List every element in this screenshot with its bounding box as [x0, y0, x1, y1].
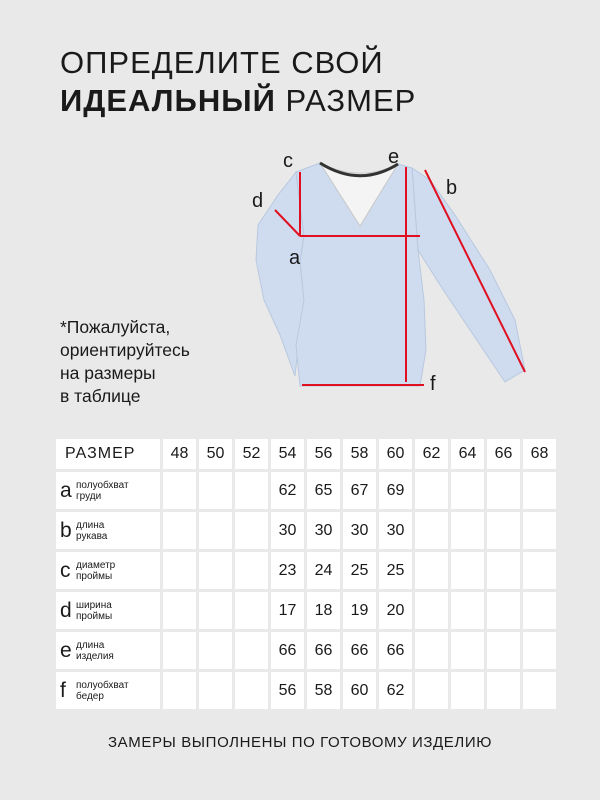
measurement-value: 66: [307, 632, 340, 669]
label-b: b: [446, 177, 458, 199]
note-line: ориентируйтесь: [60, 340, 190, 360]
footer-note: ЗАМЕРЫ ВЫПОЛНЕНЫ ПО ГОТОВОМУ ИЗДЕЛИЮ: [107, 734, 492, 751]
description-line: полуобхват: [76, 479, 129, 491]
label-c: c: [283, 150, 293, 172]
measurement-value: [163, 472, 196, 509]
measurement-row: [56, 472, 556, 509]
title-rest-word: РАЗМЕР: [285, 83, 417, 118]
measurement-value: [451, 632, 484, 669]
description-line: длина: [76, 519, 105, 531]
measurement-value: [487, 552, 520, 589]
measurement-value: [451, 512, 484, 549]
measurement-value: 60: [343, 672, 376, 709]
measurement-value: 56: [271, 672, 304, 709]
measurement-description: [76, 640, 114, 662]
measurement-value: [163, 512, 196, 549]
measurement-letter: d: [60, 598, 72, 622]
measurement-value: [487, 512, 520, 549]
measurement-value: 69: [379, 472, 412, 509]
measurement-label: [56, 632, 160, 669]
measurement-description: [76, 520, 107, 542]
measurement-value: 24: [307, 552, 340, 589]
measurement-label: [56, 472, 160, 509]
title-line-1: ОПРЕДЕЛИТЕ СВОЙ: [60, 45, 384, 80]
garment-diagram: [245, 140, 555, 405]
measurement-value: 62: [271, 472, 304, 509]
description-line: ширина: [76, 599, 112, 611]
measurement-value: 19: [343, 592, 376, 629]
measurement-label: [56, 552, 160, 589]
measurement-value: [523, 472, 556, 509]
measurement-value: [199, 472, 232, 509]
size-column: 52: [235, 439, 268, 469]
measurement-value: [415, 592, 448, 629]
measurement-letter: a: [60, 478, 72, 502]
measurement-value: [523, 592, 556, 629]
measurement-value: [523, 632, 556, 669]
measurement-value: [235, 592, 268, 629]
label-a: a: [289, 247, 301, 269]
measurement-letter: b: [60, 518, 72, 542]
measurement-row: [56, 672, 556, 709]
measurement-value: [487, 632, 520, 669]
label-d: d: [252, 190, 264, 212]
measurement-letter: c: [60, 558, 71, 582]
measurement-value: [451, 672, 484, 709]
description-line: изделия: [76, 650, 114, 662]
measurement-value: 30: [271, 512, 304, 549]
measurement-description: [76, 560, 115, 582]
measurement-row: [56, 552, 556, 589]
measurement-value: 30: [343, 512, 376, 549]
measurement-value: [523, 672, 556, 709]
size-header-label: РАЗМЕР: [56, 439, 160, 469]
measurement-value: 66: [271, 632, 304, 669]
measurement-value: [415, 512, 448, 549]
measurement-description: [76, 680, 129, 702]
measurement-value: 25: [379, 552, 412, 589]
measurement-value: [163, 672, 196, 709]
description-line: проймы: [76, 570, 113, 582]
size-column: 48: [163, 439, 196, 469]
measurement-description: [76, 480, 129, 502]
title-line-2: [60, 82, 416, 120]
description-line: рукава: [76, 530, 108, 542]
measurement-value: [163, 632, 196, 669]
measurement-value: [451, 592, 484, 629]
size-column: 60: [379, 439, 412, 469]
note-line: на размеры: [60, 363, 156, 383]
size-column: 50: [199, 439, 232, 469]
measurement-value: [415, 552, 448, 589]
measurement-value: [523, 512, 556, 549]
size-column: 66: [487, 439, 520, 469]
measurement-value: [199, 592, 232, 629]
measurement-value: [487, 672, 520, 709]
description-line: груди: [76, 490, 102, 502]
measurement-value: 23: [271, 552, 304, 589]
size-column: 56: [307, 439, 340, 469]
measurement-label: [56, 672, 160, 709]
description-line: бедер: [76, 690, 104, 702]
measurement-letter: e: [60, 638, 72, 662]
measurement-label: [56, 512, 160, 549]
measurement-row: [56, 592, 556, 629]
note-line: *Пожалуйста,: [60, 317, 171, 337]
size-column: 68: [523, 439, 556, 469]
measurement-value: 62: [379, 672, 412, 709]
measurement-value: [199, 512, 232, 549]
size-note: [60, 316, 190, 408]
note-line: в таблице: [60, 386, 141, 406]
measurement-value: [163, 552, 196, 589]
size-header-row: [56, 439, 556, 469]
measurement-row: [56, 632, 556, 669]
measurement-value: [415, 672, 448, 709]
measurement-value: 25: [343, 552, 376, 589]
description-line: проймы: [76, 610, 113, 622]
measurement-value: [487, 592, 520, 629]
measurement-value: 67: [343, 472, 376, 509]
measurement-value: [415, 632, 448, 669]
description-line: длина: [76, 639, 105, 651]
measurement-value: 18: [307, 592, 340, 629]
size-column: 58: [343, 439, 376, 469]
size-column: 64: [451, 439, 484, 469]
measurement-value: [487, 472, 520, 509]
measurement-value: 30: [307, 512, 340, 549]
measurement-value: [451, 552, 484, 589]
label-e: e: [388, 146, 400, 168]
right-sleeve: [412, 168, 525, 382]
title-bold-word: ИДЕАЛЬНЫЙ: [60, 83, 276, 118]
measurement-letter: f: [60, 678, 66, 702]
label-f: f: [430, 373, 436, 395]
measurement-value: 65: [307, 472, 340, 509]
measurement-value: 66: [379, 632, 412, 669]
measurement-value: [235, 552, 268, 589]
measurement-value: 30: [379, 512, 412, 549]
measurement-value: [235, 512, 268, 549]
measurement-value: 66: [343, 632, 376, 669]
measurement-value: 20: [379, 592, 412, 629]
measurement-value: [235, 672, 268, 709]
measurement-value: [523, 552, 556, 589]
measurement-value: [235, 472, 268, 509]
measurement-value: [415, 472, 448, 509]
size-table: [53, 436, 559, 712]
measurement-label: [56, 592, 160, 629]
measurement-value: [163, 592, 196, 629]
measurement-value: [235, 632, 268, 669]
measurement-description: [76, 600, 112, 622]
measurement-value: [199, 632, 232, 669]
size-column: 62: [415, 439, 448, 469]
measurement-value: [451, 472, 484, 509]
measurement-value: 17: [271, 592, 304, 629]
page-title: [60, 44, 416, 120]
measurement-value: 58: [307, 672, 340, 709]
measurement-row: [56, 512, 556, 549]
description-line: диаметр: [76, 559, 116, 571]
description-line: полуобхват: [76, 679, 129, 691]
measurement-value: [199, 552, 232, 589]
size-column: 54: [271, 439, 304, 469]
measurement-value: [199, 672, 232, 709]
